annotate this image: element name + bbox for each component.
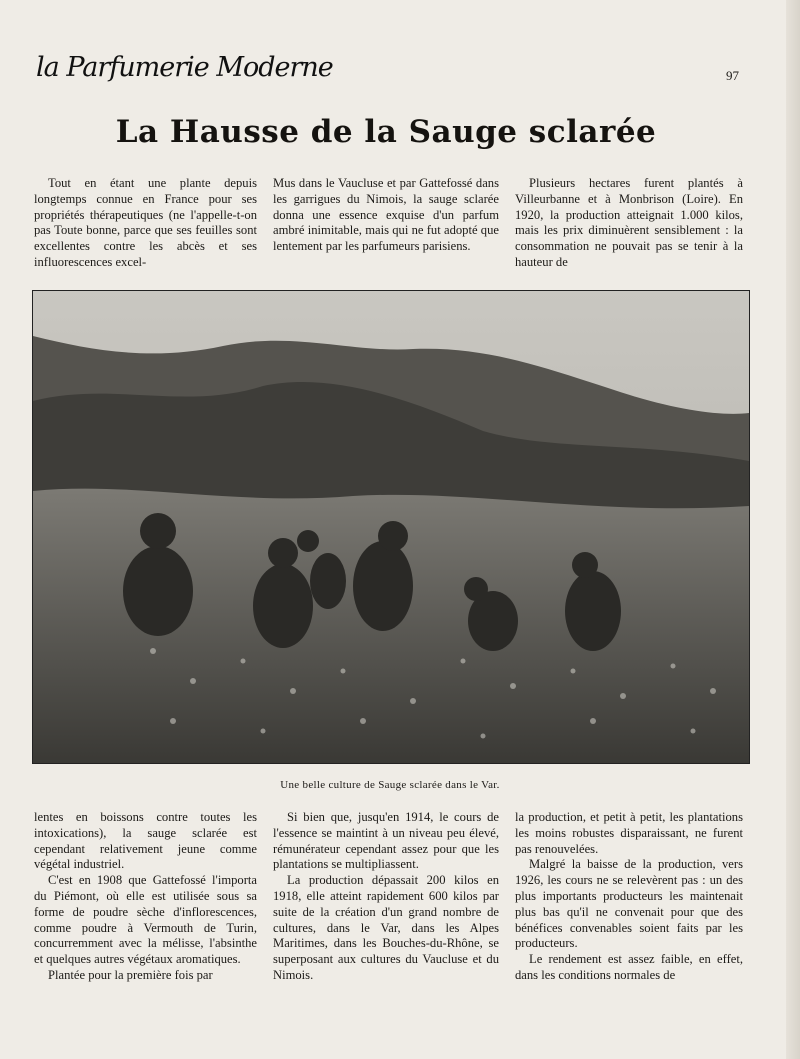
masthead-logo: la Parfumerie Moderne	[36, 52, 333, 83]
paragraph: Plusieurs hectares furent plantés à Villeurbanne et à Monbrison (Loire). En 1920, la production atteignait 1.000 kilos, mais les prix diminuèrent sensiblement : la consommation ne pouvait pas se tenir à la hauteur de	[515, 176, 743, 269]
bottom-column-3	[515, 810, 743, 984]
sage-field-photo	[32, 290, 750, 764]
bottom-column-1	[34, 810, 257, 984]
paragraph: lentes en boissons contre toutes les intoxications), la sauge sclarée est cependant relativement jeune comme végétal industriel.	[34, 810, 257, 872]
top-column-3	[515, 176, 743, 271]
paragraph: Plantée pour la première fois par	[48, 967, 213, 982]
paragraph: Malgré la baisse de la production, vers 1926, les cours ne se relevèrent pas : un des plus importants producteurs les maintenait plus bas qu'il ne convenait pour que des bénéfices convenables soient faits par les producteurs.	[515, 857, 743, 951]
paragraph: C'est en 1908 que Gattefossé l'importa du Piémont, où elle est utilisée sous sa forme de poudre sèche d'inflorescences, comme poudre à Vermouth de Turin, concurremment avec la mélisse, l'absinthe et quelques autres végétaux aromatiques.	[34, 873, 257, 967]
top-column-1	[34, 176, 257, 271]
top-column-2	[273, 176, 499, 255]
article-headline: La Hausse de la Sauge sclarée	[115, 114, 657, 150]
paragraph: Si bien que, jusqu'en 1914, le cours de l'essence se maintint à un niveau peu élevé, rémunérateur cependant assez pour que les plantations se multipliassent.	[273, 810, 499, 872]
paragraph: Tout en étant une plante depuis longtemps connue en France pour ses propriétés thérapeutiques (ne l'appelle-t-on pas Toute bonne, parce que ses feuilles sont excellentes contre les abcès et ses influorescences excel-	[34, 176, 257, 269]
paragraph: La production dépassait 200 kilos en 1918, elle atteint rapidement 600 kilos par suite de la création d'un grand nombre de cultures, dans le Var, dans les Alpes Maritimes, dans les Bouches-du-Rhône, se superposant aux cultures du Vaucluse et du Nimois.	[273, 873, 499, 982]
paragraph: Le rendement est assez faible, en effet, dans les conditions normales de	[515, 952, 743, 982]
page-edge	[786, 0, 800, 1059]
page-number: 97	[726, 68, 739, 83]
paragraph: la production, et petit à petit, les plantations les moins robustes disparaissant, ne furent pas renouvelées.	[515, 810, 743, 856]
bottom-column-2	[273, 810, 499, 984]
photo-caption: Une belle culture de Sauge sclarée dans le Var.	[280, 779, 500, 791]
paragraph: Mus dans le Vaucluse et par Gattefossé dans les garrigues du Nimois, la sauge sclarée donna une essence exquise d'un parfum ambré inimitable, mais qui ne fut adopté que lentement par les parfumeurs parisiens.	[273, 176, 499, 254]
